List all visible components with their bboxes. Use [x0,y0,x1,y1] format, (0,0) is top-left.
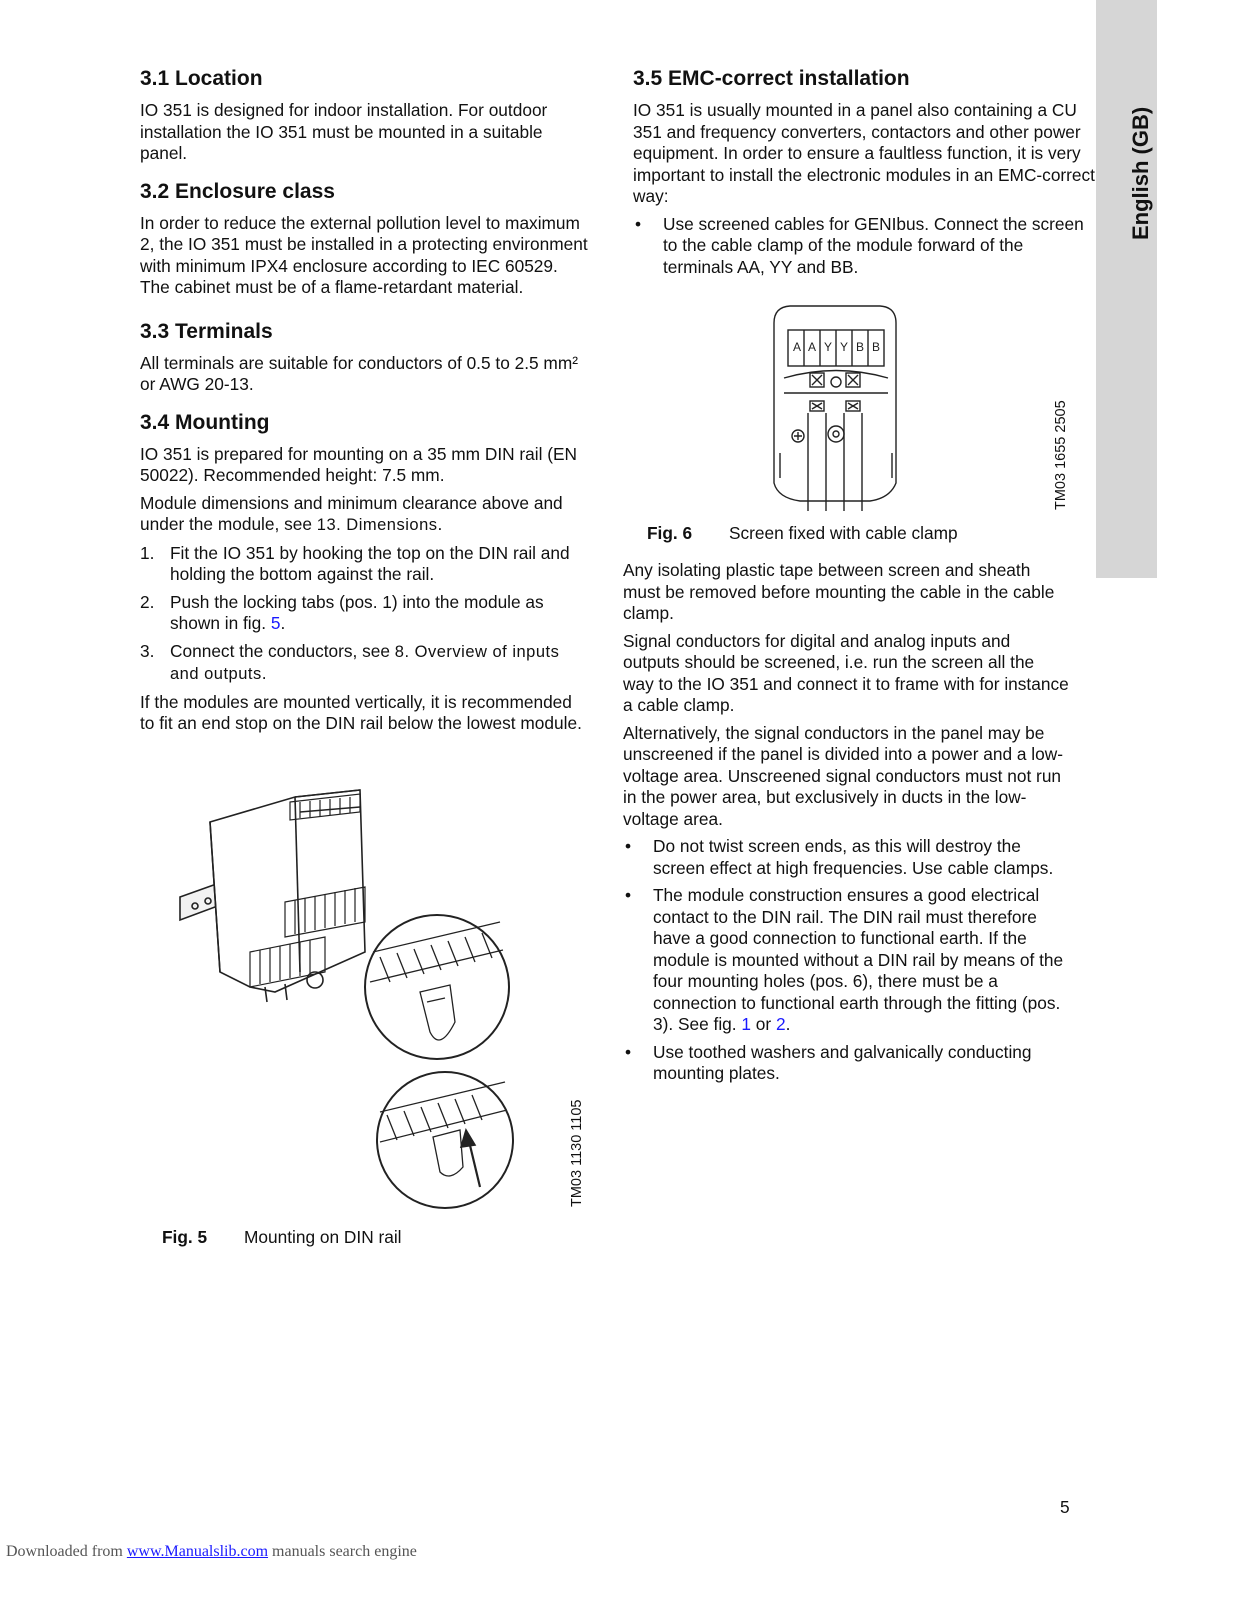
right-column-continued [623,560,1069,1091]
emc-bullets [633,214,1095,279]
paragraph: Signal conductors for digital and analog inputs and outputs should be screened, i.e. run the screen all the way to the IO 351 and connect it to frame with for instance a cable clamp. [623,630,1069,715]
page-number: 5 [1060,1497,1070,1517]
cable-clamp-illustration [770,303,902,511]
terminal-label: A [792,340,802,354]
emc-bullets [623,836,1069,1085]
figure-6-caption: Fig. 6 Screen fixed with cable clamp [647,523,958,543]
paragraph: All terminals are suitable for conductors of 0.5 to 2.5 mm² or AWG 20-13. [140,352,578,394]
language-tab [1096,0,1157,578]
figure-link[interactable]: 2 [775,1014,786,1034]
left-column [140,66,588,749]
din-rail-mounting-illustration [175,782,520,1214]
section-mounting [140,410,588,735]
terminal-label: B [855,340,865,354]
list-item: • Use screened cables for GENIbus. Connect the screen to the cable clamp of the module forward of the terminals AA, YY and BB. [635,213,1084,277]
manualslib-link[interactable]: www.Manualslib.com [126,1543,269,1560]
language-label: English (GB) [1128,106,1153,240]
figure-label: Fig. 5 [162,1227,208,1247]
paragraph: Any isolating plastic tape between screen and sheath must be removed before mounting the cable in the cable clamp. [623,560,1055,623]
section-title: 3.4 Mounting [140,410,270,434]
paragraph: IO 351 is usually mounted in a panel also containing a CU 351 and frequency converters, contactors and other power equipment. In order to ensure a faultless function, it is very important to install the electronic modules in an EMC-correct way: [633,100,1095,206]
list-item: 1. Fit the IO 351 by hooking the top on the DIN rail and holding the bottom against the rail. [140,542,570,584]
figure-link[interactable]: 1 [741,1014,751,1034]
list-item: 2. Push the locking tabs (pos. 1) into the module as shown in fig. 5. [140,591,544,633]
section-location [140,66,588,165]
footer: Downloaded from www.Manualslib.com manuals search engine [6,1543,417,1560]
figure-code: TM03 1130 1105 [569,1099,585,1207]
paragraph: Module dimensions and minimum clearance above and under the module, see 13. Dimensions. [140,492,563,534]
cross-reference: 13. Dimensions [316,516,438,534]
terminal-label: B [871,340,881,354]
list-item: • Use toothed washers and galvanically conducting mounting plates. [625,1041,1032,1083]
section-terminals [140,319,588,396]
mounting-steps [140,543,588,686]
paragraph: If the modules are mounted vertically, it is recommended to fit an end stop on the DIN rail below the lowest module. [140,691,582,733]
paragraph: IO 351 is designed for indoor installation. For outdoor installation the IO 351 must be mounted in a suitable panel. [140,100,548,163]
paragraph: In order to reduce the external pollution level to maximum 2, the IO 351 must be installed in a protecting environment with minimum IPX4 enclosure according to IEC 60529. The cabinet must be of a flame-retardant material. [140,212,588,297]
figure-link[interactable]: 5 [270,613,281,633]
list-item: 3. Connect the conductors, see 8. Overview of inputs and outputs. [140,640,560,683]
terminal-label: A [807,340,817,354]
terminal-label: Y [839,340,849,354]
section-title: 3.1 Location [140,67,263,90]
figure-label: Fig. 6 [647,523,693,543]
paragraph: Alternatively, the signal conductors in the panel may be unscreened if the panel is divided into a power and a low-voltage area. Unscreened signal conductors must not run in the power area, but exclusively in ducts in the low-voltage area. [623,722,1063,829]
figure-5-caption: Fig. 5 Mounting on DIN rail [162,1227,402,1247]
list-item: • The module construction ensures a good electrical contact to the DIN rail. The DIN rail must therefore have a good connection to functional earth. If the module is mounted without a DIN rail by means of the four mounting holes (pos. 6), there must be a connection to functional earth through the fitting (pos. 3). See fig. 1 or 2. [625,885,1064,1034]
figure-code: TM03 1655 2505 [1053,400,1069,510]
paragraph: IO 351 is prepared for mounting on a 35 mm DIN rail (EN 50022). Recommended height: 7.5 mm. [140,443,578,485]
right-column [633,66,1095,292]
section-title: 3.5 EMC-correct installation [633,67,910,90]
section-emc-correct-installation [633,66,1095,278]
section-title: 3.2 Enclosure class [140,179,335,203]
section-title: 3.3 Terminals [140,319,273,343]
list-item: • Do not twist screen ends, as this will destroy the screen effect at high frequencies. Use cable clamps. [625,836,1054,878]
section-enclosure-class [140,179,588,299]
cross-reference: 8. Overview of inputs and outputs [170,642,560,683]
terminal-label: Y [823,340,833,354]
